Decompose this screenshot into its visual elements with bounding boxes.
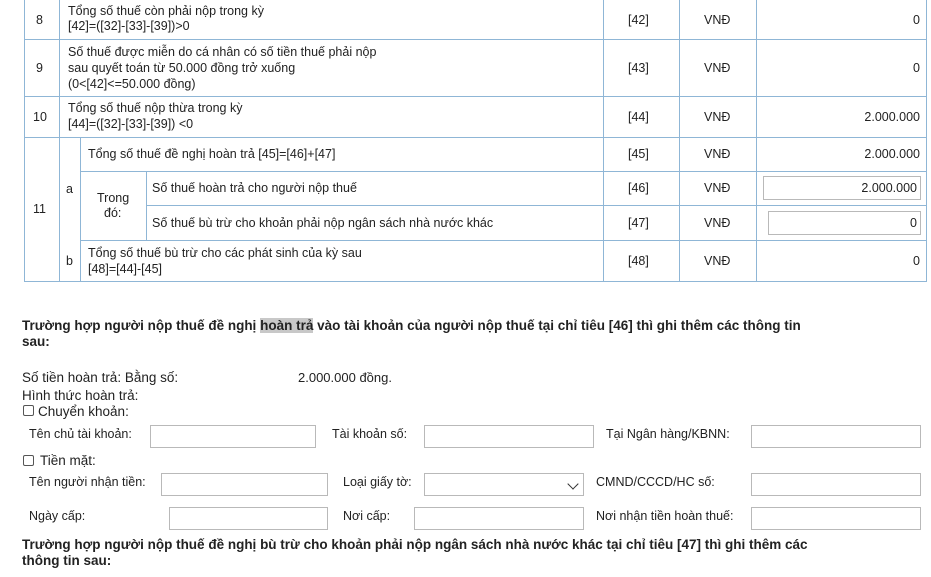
issue-place-input[interactable]	[414, 507, 584, 530]
row-label: Tổng số thuế đề nghị hoàn trả [45]=[46]+[47]	[88, 147, 336, 161]
row-label-line1: Tổng số thuế nộp thừa trong kỳ	[68, 101, 243, 115]
bank-label: Tại Ngân hàng/KBNN:	[606, 427, 730, 441]
doc-type-select[interactable]	[424, 473, 584, 496]
row-unit: VNĐ	[704, 61, 731, 75]
refund-method-label: Hình thức hoàn trả:	[22, 388, 139, 403]
transfer-label: Chuyển khoản:	[38, 404, 129, 419]
row-code: [42]	[628, 13, 649, 27]
refund-heading	[22, 318, 801, 334]
refund-place-input[interactable]	[751, 507, 921, 530]
row-unit: VNĐ	[704, 181, 731, 195]
row-value: 2.000.000	[864, 147, 920, 161]
row-number: 10	[33, 110, 47, 124]
row-unit: VNĐ	[704, 216, 731, 230]
sub-row-letter-a: a	[66, 182, 73, 196]
refund-amount-label: Số tiền hoàn trả: Bằng số:	[22, 370, 179, 385]
transfer-checkbox[interactable]	[23, 405, 34, 416]
row-label-line1: Tổng số thuế bù trừ cho các phát sinh của kỳ sau	[88, 246, 362, 260]
row-number: 8	[36, 13, 43, 27]
receiver-name-input[interactable]	[161, 473, 328, 496]
row-unit: VNĐ	[704, 147, 731, 161]
row-label-line3: (0<[42]<=50.000 đồng)	[68, 77, 196, 91]
row-value: 0	[913, 61, 920, 75]
account-holder-label: Tên chủ tài khoản:	[29, 427, 132, 441]
chevron-down-icon	[567, 478, 578, 489]
refund-amount-value: 2.000.000 đồng.	[298, 370, 392, 385]
row-label-line2: sau quyết toán từ 50.000 đồng trở xuống	[68, 61, 296, 75]
row-code: [48]	[628, 254, 649, 268]
row-label-line2: [48]=[44]-[45]	[88, 262, 163, 276]
row-value: 0	[913, 254, 920, 268]
issue-date-input[interactable]	[169, 507, 328, 530]
row-label: Số thuế hoàn trả cho người nộp thuế	[152, 181, 357, 195]
account-number-label: Tài khoản số:	[332, 427, 408, 441]
row-value: 2.000.000	[864, 110, 920, 124]
row-number: 9	[36, 61, 43, 75]
refund-heading-text-end: vào tài khoản của người nộp thuế tại chỉ tiêu [46] thì ghi thêm các thông tin	[313, 318, 801, 333]
row-label-line1: Số thuế được miễn do cá nhân có số tiền thuế phải nộp	[68, 45, 377, 59]
issue-place-label: Nơi cấp:	[343, 509, 391, 523]
row-label: Số thuế bù trừ cho khoản phải nộp ngân sách nhà nước khác	[152, 216, 494, 230]
account-number-input[interactable]	[424, 425, 594, 448]
cash-label: Tiền mặt:	[40, 453, 96, 468]
row-label-line2: [44]=([32]-[33]-[39]) <0	[68, 117, 194, 131]
offset-amount-input[interactable]: 0	[768, 211, 921, 235]
row-code: [47]	[628, 216, 649, 230]
row-unit: VNĐ	[704, 254, 731, 268]
offset-heading-line2: thông tin sau:	[22, 553, 112, 568]
do-label: đó:	[104, 206, 122, 220]
sub-row-letter-b: b	[66, 254, 73, 268]
row-code: [46]	[628, 181, 649, 195]
receiver-name-label: Tên người nhận tiền:	[29, 475, 146, 489]
row-code: [45]	[628, 147, 649, 161]
bank-input[interactable]	[751, 425, 921, 448]
account-holder-input[interactable]	[150, 425, 316, 448]
row-value: 0	[913, 13, 920, 27]
issue-date-label: Ngày cấp:	[29, 509, 86, 523]
refund-heading-line2: sau:	[22, 334, 50, 349]
row-code: [43]	[628, 61, 649, 75]
refund-amount-input[interactable]: 2.000.000	[763, 176, 921, 200]
trong-label: Trong	[97, 191, 130, 205]
offset-heading-line1: Trường hợp người nộp thuế đề nghị bù trừ cho khoản phải nộp ngân sách nhà nước khác tại chỉ tiêu [47] thì ghi thêm các	[22, 537, 808, 552]
highlighted-text: hoàn trả	[260, 318, 314, 333]
row-unit: VNĐ	[704, 13, 731, 27]
refund-place-label: Nơi nhận tiền hoàn thuế:	[596, 509, 734, 523]
id-number-input[interactable]	[751, 473, 921, 496]
row-unit: VNĐ	[704, 110, 731, 124]
refund-heading-text: Trường hợp người nộp thuế đề nghị	[22, 318, 261, 333]
row-label-line2: [42]=([32]-[33]-[39])>0	[68, 19, 190, 33]
row-code: [44]	[628, 110, 649, 124]
cash-checkbox[interactable]	[23, 455, 34, 466]
doc-type-label: Loại giấy tờ:	[343, 475, 412, 489]
row-label-line1: Tổng số thuế còn phải nộp trong kỳ	[68, 4, 264, 18]
id-number-label: CMND/CCCD/HC số:	[596, 475, 715, 489]
row-number: 11	[33, 202, 46, 216]
